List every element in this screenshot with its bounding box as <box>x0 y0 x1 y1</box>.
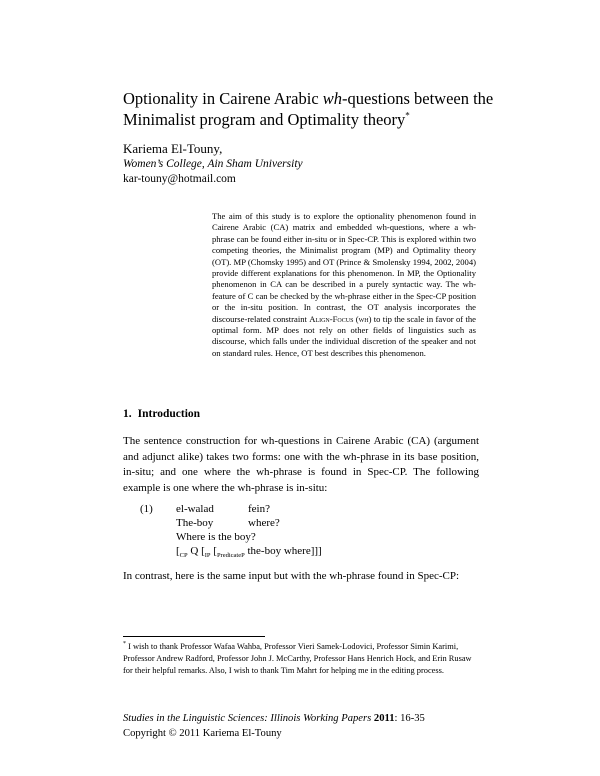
section-title: Introduction <box>137 408 201 420</box>
journal-pages: : 16-35 <box>394 713 425 724</box>
abstract-text: The aim of this study is to explore the optionality phenomenon found in Cairene Arabic (CA) matrix and embedded wh-questions, where a wh-phrase can be found either in-situ or in Spec-CP. This is explored within two competing theories, the Minimalist program (MP) and Optimality theory (OT). MP (Chomsky 1995) and OT (Prince & Smolensky 1994, 2002, 2004) provide different explanations for this phenomenon. In MP, the Optionality phenomenon in CA can be described in a purely syntactic way. The wh-feature of C can be checked by the wh-phrase either in the Spec-CP position or the in-situ position. In contrast, the OT analysis incorporates the discourse-related constraint <box>212 211 476 324</box>
abstract-constraint-name: Align-Focus <box>309 313 354 324</box>
footnote-mark: * <box>123 641 126 648</box>
example-number: (1) <box>140 503 153 515</box>
journal-citation <box>123 712 425 725</box>
example-translation: Where is the boy? <box>176 531 256 543</box>
label-ip: IP <box>204 552 211 560</box>
journal-name: Studies in the Linguistic Sciences: Illinois Working Papers <box>123 713 372 724</box>
copyright: Copyright © 2011 Kariema El-Touny <box>123 728 282 739</box>
title-line-2: Minimalist program and Optimality theory <box>123 110 406 129</box>
footnote <box>123 641 479 676</box>
footnote-divider <box>123 636 265 637</box>
footnote-text: I wish to thank Professor Wafaa Wahba, Professor Vieri Samek-Lodovici, Professor Simin Karimi, Professor Andrew Radford, Professor John J. McCarthy, Professor Hans Henrich Hock, and Erin Rusaw for their helpful remarks. Also, I wish to thank Tim Mahrt for helping me in the editing process. <box>123 642 472 675</box>
bracket: [ <box>176 545 180 557</box>
bracket-q: Q [ <box>187 545 205 557</box>
example-gloss: where? <box>248 517 280 529</box>
abstract-text-3: ) to tip the scale in favor of the optimal form. MP does not rely on other fields of linguistics such as discourse, which falls under the individual discretion of the speaker and not on standard rules. Hence, OT best describes this phenomenon. <box>212 313 476 358</box>
example-gloss: The-boy <box>176 517 214 529</box>
example-word: el-walad <box>176 503 214 515</box>
title-text: Optionality in Cairene Arabic <box>123 89 323 108</box>
journal-year: 2011 <box>373 713 395 724</box>
author-email: kar-touny@hotmail.com <box>123 173 236 185</box>
intro-paragraph-2: In contrast, here is the same input but with the wh-phrase found in Spec-CP: <box>123 570 460 582</box>
label-cp: CP <box>179 552 188 560</box>
section-heading <box>123 408 206 420</box>
bracket: [ <box>210 545 217 557</box>
title-text-cont: -questions between the <box>342 89 494 108</box>
intro-paragraph-1: The sentence construction for wh-questions in Cairene Arabic (CA) (argument and adjunct alike) takes two forms: one with the wh-phrase in its base position, in-situ; and one where the wh-phrase is found in Spec-CP. The following example is one where the wh-phrase is in-situ: <box>123 435 479 494</box>
author-name: Kariema El-Touny, <box>123 141 223 156</box>
abstract-constraint-arg: wh <box>358 313 369 324</box>
example-word: fein? <box>248 503 270 515</box>
abstract-text-2: ( <box>353 313 359 324</box>
author-affiliation: Women’s College, Ain Sham University <box>123 158 303 170</box>
bracket-content: the-boy where]]] <box>244 545 322 557</box>
section-number: 1. <box>123 408 132 420</box>
abstract <box>212 211 476 359</box>
example-bracketing <box>176 544 322 558</box>
title-footnote-mark: * <box>405 110 410 121</box>
paper-title <box>123 88 503 130</box>
title-italic-wh: wh <box>322 89 343 108</box>
label-predicatep: PredicateP <box>216 552 245 560</box>
